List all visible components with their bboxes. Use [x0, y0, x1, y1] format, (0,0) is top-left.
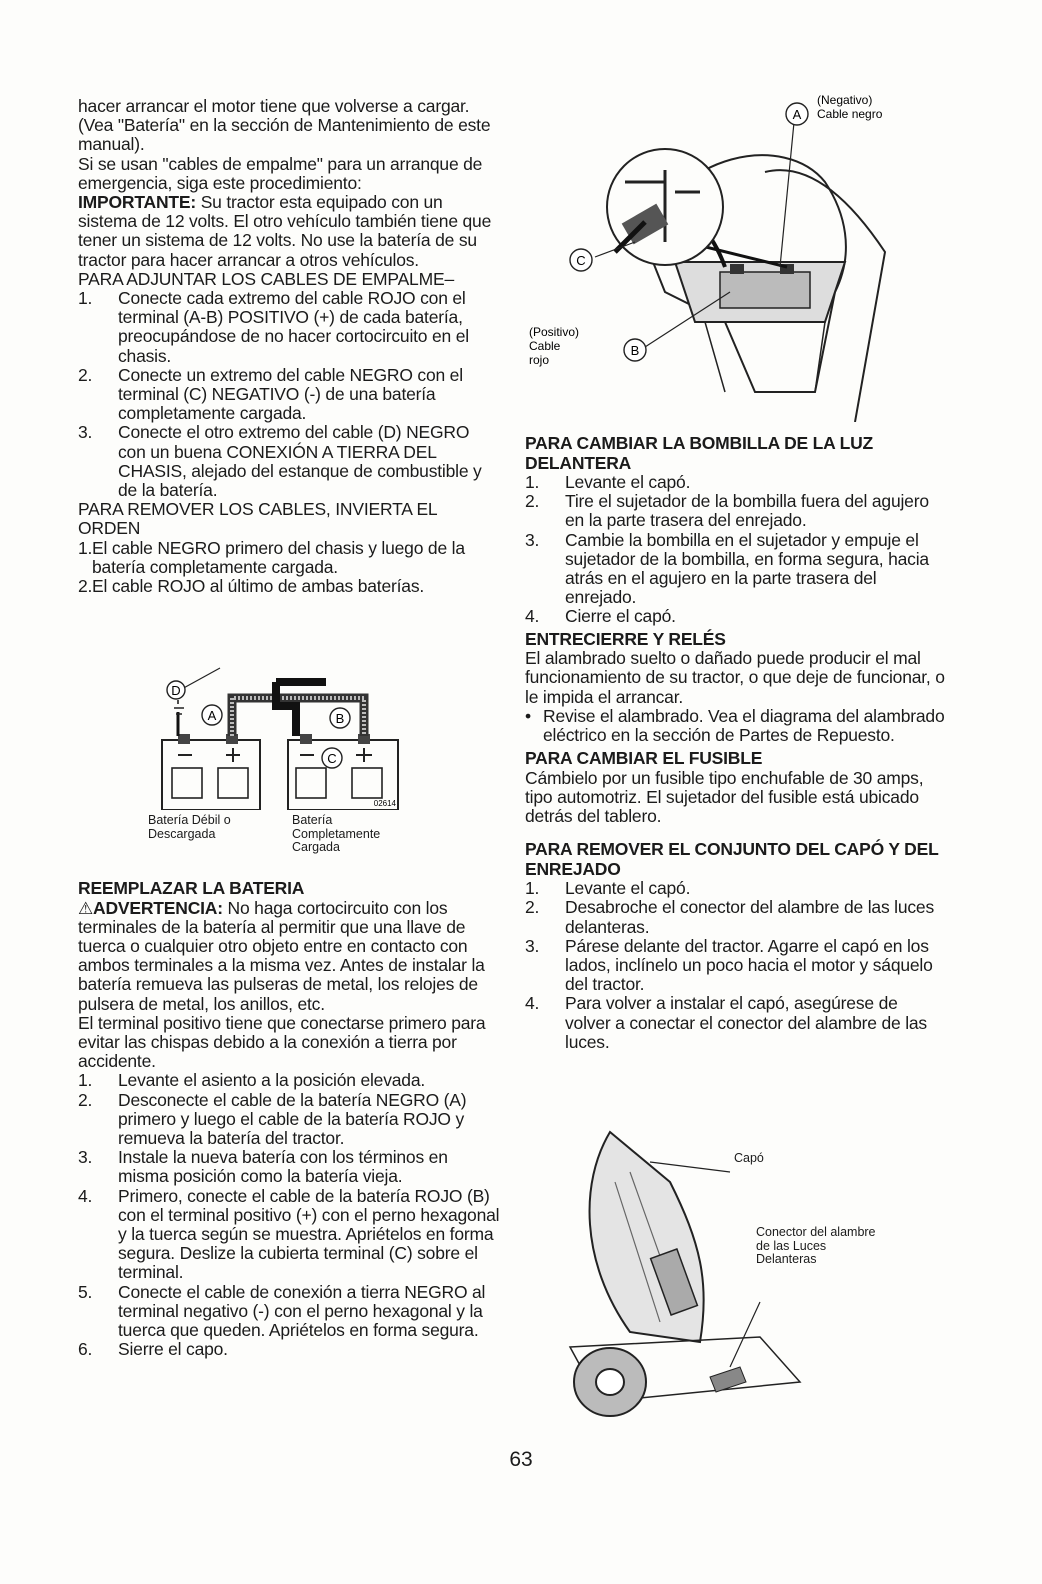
- importante-text: Su tractor esta equipado con un sistema de 12 volts. El otro vehículo también tiene que tener un sistema de 12 volts. No use la batería de su tractor para hacer arrancar a otros vehículos.: [78, 192, 492, 270]
- figure-code: 02614: [373, 799, 396, 808]
- positivo-paragraph: El terminal positivo tiene que conectarse primero para evitar las chispas debido a la conexión a tierra por accidente.: [78, 1012, 486, 1072]
- remover-heading: PARA REMOVER LOS CABLES, INVIERTA EL ORDEN: [78, 499, 437, 539]
- label-b: B: [335, 711, 345, 726]
- list-item: 2. Conecte un extremo del cable NEGRO con el terminal (C) NEGATIVO (-) de una batería completamente cargada.: [78, 364, 463, 424]
- right-column: [525, 434, 945, 1052]
- label-cable-negro: Cable negro: [817, 107, 883, 121]
- hood-diagram: [560, 1122, 880, 1422]
- capo-steps: [525, 879, 945, 1052]
- advertencia-note: [78, 899, 500, 1014]
- caption-full: Batería Completamente Cargada: [292, 813, 381, 854]
- list-item: 1. Levante el asiento a la posición elevada.: [78, 1070, 426, 1091]
- list-item: 3. Conecte el otro extremo del cable (D) NEGRO con un buena CONEXIÓN A TIERRA DEL CHASIS, alejado del estanque de combustible y de la batería.: [78, 422, 482, 501]
- reemplazar-steps: [78, 1071, 500, 1359]
- list-item: 3. Párese delante del tractor. Agarre el capó en los lados, inclínelo un poco hacia el motor y sáquelo del tractor.: [525, 935, 933, 995]
- list-item: 2. El cable ROJO al último de ambas baterías.: [78, 576, 425, 597]
- label-b: B: [630, 343, 640, 358]
- list-item: 1. Conecte cada extremo del cable ROJO con el terminal (A-B) POSITIVO (+) de cada batería, preocupándose de no hacer cortocircuito en el chasis.: [78, 288, 469, 366]
- label-a: A: [792, 107, 802, 122]
- fusible-paragraph: Cámbielo por un fusible tipo enchufable de 30 amps, tipo automotriz. El sujetador del fusible está ubicado detrás del tablero.: [525, 767, 924, 827]
- list-item: 2. Desabroche el conector del alambre de las luces delanteras.: [525, 897, 935, 937]
- list-item: 3. Cambie la bombilla en el sujetador y empuje el sujetador de la bombilla, en forma segura, hacia atrás en el agujero en la parte trasera del enrejado.: [525, 529, 929, 608]
- battery-jumper-figure: [150, 660, 430, 870]
- warning-icon: ⚠: [78, 898, 94, 918]
- label-negativo: (Negativo): [817, 93, 873, 107]
- list-item: 4. Primero, conecte el cable de la batería ROJO (B) con el terminal positivo (+) con el perno hexagonal y la tuerca según se muestra. Apriételos en forma segura. Deslize la cubierta terminal (C) sobre el terminal.: [78, 1185, 500, 1283]
- bombilla-heading: PARA CAMBIAR LA BOMBILLA DE LA LUZ DELANTERA: [525, 433, 874, 473]
- list-item: 5. Conecte el cable de conexión a tierra NEGRO al terminal negativo (-) con el perno hexagonal y la tuerca que queden. Apriételos en forma segura.: [78, 1281, 486, 1340]
- importante-note: [78, 193, 500, 270]
- hood-figure: [560, 1122, 880, 1422]
- list-item: 1. Levante el capó.: [525, 878, 691, 899]
- remover-steps: [78, 539, 500, 597]
- battery-diagram: [150, 660, 430, 810]
- capo-heading: PARA REMOVER EL CONJUNTO DEL CAPÓ Y DEL ENREJADO: [525, 839, 939, 879]
- fusible-heading: PARA CAMBIAR EL FUSIBLE: [525, 748, 763, 769]
- reles-bullets: [525, 707, 945, 745]
- reles-heading: ENTRECIERRE Y RELÉS: [525, 628, 726, 649]
- intro-paragraph-2: Si se usan "cables de empalme" para un arranque de emergencia, siga este procedimiento:: [78, 153, 483, 193]
- label-c: C: [327, 751, 337, 766]
- list-item: 1. El cable NEGRO primero del chasis y luego de la batería completamente cargada.: [78, 537, 465, 577]
- advertencia-text: No haga cortocircuito con los terminales de la batería al permitir que una llave de tuerca o cualquier otro objeto entre en contacto con ambos terminales a la misma vez. Antes de instalar la batería remueva las pulseras de metal, los relojes de pulsera de metal, los anillos, etc.: [78, 897, 485, 1014]
- reles-paragraph: El alambrado suelto o dañado puede producir el mal funcionamiento de su tractor, o que deje de funcionar, o le impida el arrancar.: [525, 648, 945, 707]
- list-item: 1. Levante el capó.: [525, 472, 691, 492]
- adjuntar-steps: [78, 289, 500, 500]
- label-c: C: [576, 253, 586, 268]
- list-item: 3. Instale la nueva batería con los términos en misma posición como la batería vieja.: [78, 1147, 448, 1187]
- label-rojo: rojo: [529, 353, 550, 367]
- left-column-lower: [78, 879, 500, 1359]
- list-item: 4. Cierre el capó.: [525, 606, 676, 627]
- label-d: D: [171, 683, 181, 698]
- list-item: 4. Para volver a instalar el capó, asegúrese de volver a conectar el conector del alambre de las luces.: [525, 993, 927, 1052]
- caption-weak: Batería Débil o Descargada: [148, 813, 231, 841]
- adjuntar-heading: PARA ADJUNTAR LOS CABLES DE EMPALME–: [78, 268, 454, 289]
- label-conector: Conector del alambre de las Luces Delanteras: [756, 1225, 876, 1266]
- page-number: 63: [509, 1448, 533, 1471]
- intro-paragraph: hacer arrancar el motor tiene que volverse a cargar. (Vea "Batería" en la sección de Mantenimiento de este manual).: [78, 96, 491, 155]
- advertencia-label: ADVERTENCIA:: [93, 897, 223, 918]
- label-cable: Cable: [529, 339, 561, 353]
- list-item: 2. Tire el sujetador de la bombilla fuera del agujero en la parte trasera del enrejado.: [525, 491, 929, 531]
- label-a: A: [207, 708, 217, 723]
- tractor-battery-figure: [525, 92, 945, 422]
- label-positivo: (Positivo): [529, 325, 580, 339]
- bombilla-steps: [525, 473, 945, 627]
- left-column: [78, 97, 500, 596]
- list-item: • Revise el alambrado. Vea el diagrama del alambrado eléctrico en la sección de Partes de Repuesto.: [525, 705, 945, 745]
- tractor-battery-diagram: [525, 92, 945, 422]
- label-capo: Capó: [734, 1151, 764, 1165]
- reemplazar-heading: REEMPLAZAR LA BATERIA: [78, 878, 305, 898]
- list-item: 6. Sierre el capo.: [78, 1339, 228, 1360]
- importante-label: IMPORTANTE:: [78, 192, 197, 213]
- list-item: 2. Desconecte el cable de la batería NEGRO (A) primero y luego el cable de la batería ROJO y remueva la batería del tractor.: [78, 1089, 467, 1148]
